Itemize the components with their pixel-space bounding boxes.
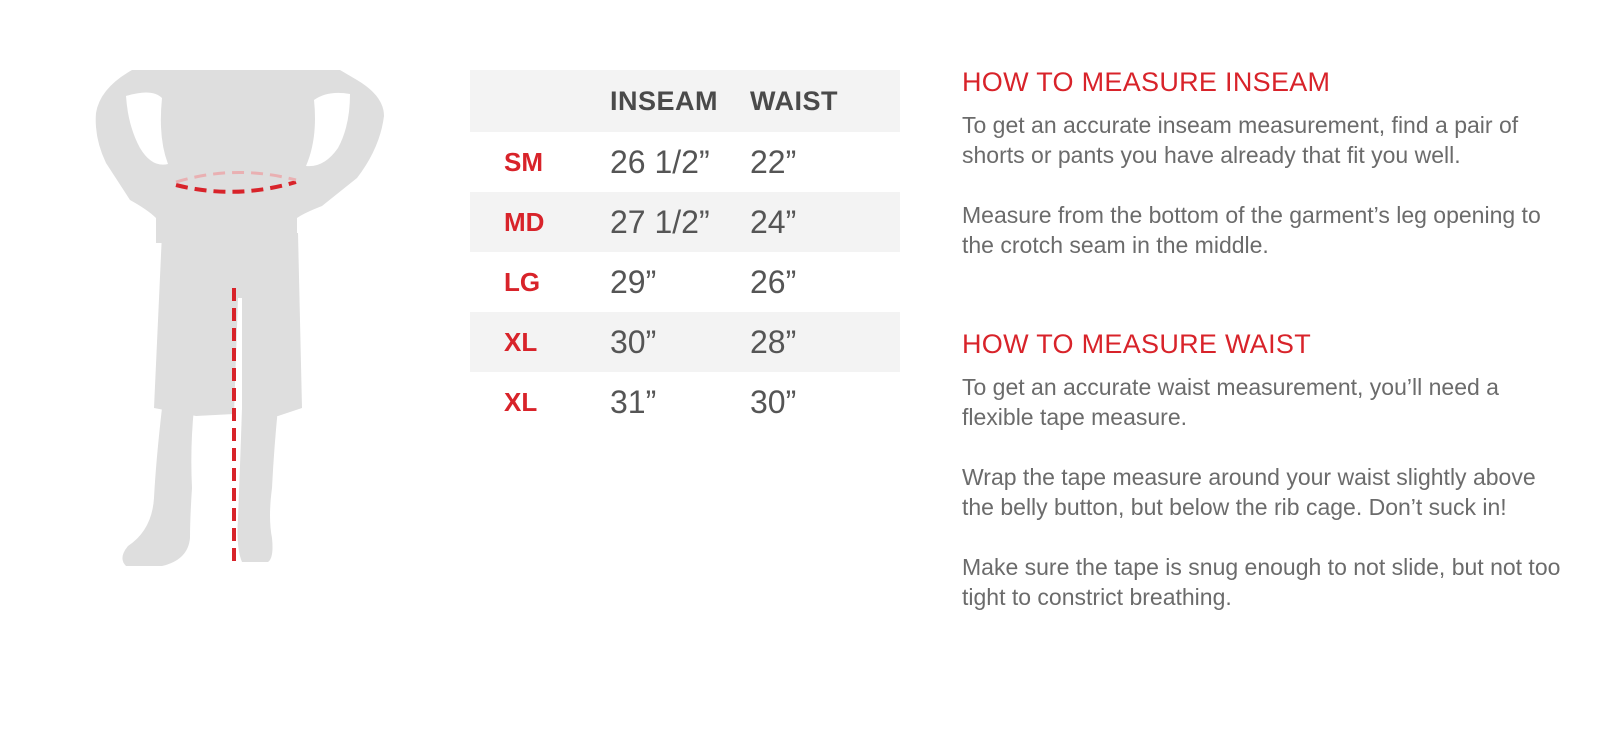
inseam-value: 30” [610, 323, 657, 360]
person-silhouette-icon [92, 68, 392, 578]
waist-paragraph: Wrap the tape measure around your waist slightly above the belly button, but below the rib cage. Don’t suck in! [962, 464, 1536, 520]
table-row [470, 132, 900, 192]
inseam-section-title: HOW TO MEASURE INSEAM [962, 67, 1331, 97]
table-row [470, 312, 900, 372]
waist-value: 30” [750, 383, 797, 420]
header-waist: WAIST [750, 85, 838, 116]
waist-value: 24” [750, 203, 797, 240]
table-row [470, 252, 900, 312]
header-size [470, 70, 610, 132]
inseam-value: 26 1/2” [610, 143, 710, 180]
waist-value: 22” [750, 143, 797, 180]
size-label: LG [504, 266, 541, 297]
measuring-instructions [962, 62, 1562, 612]
size-label: SM [504, 146, 543, 177]
table-header-row [470, 70, 900, 132]
header-inseam: INSEAM [610, 85, 719, 116]
table-row [470, 192, 900, 252]
inseam-value: 27 1/2” [610, 203, 710, 240]
waist-paragraph: Make sure the tape is snug enough to not slide, but not too tight to constrict breathing. [962, 554, 1561, 610]
size-chart-table [470, 70, 900, 432]
size-label: XL [504, 326, 538, 357]
waist-value: 26” [750, 263, 797, 300]
table-row [470, 372, 900, 432]
waist-section-title: HOW TO MEASURE WAIST [962, 329, 1312, 359]
silhouette-body [96, 70, 384, 566]
size-label: MD [504, 206, 545, 237]
inseam-paragraph: Measure from the bottom of the garment’s leg opening to the crotch seam in the middle. [962, 202, 1541, 258]
measurement-figure [92, 68, 392, 578]
inseam-value: 31” [610, 383, 657, 420]
waist-value: 28” [750, 323, 797, 360]
inseam-value: 29” [610, 263, 657, 300]
waist-paragraph: To get an accurate waist measurement, you’ll need a flexible tape measure. [962, 374, 1499, 430]
inseam-paragraph: To get an accurate inseam measurement, find a pair of shorts or pants you have already that fit you well. [962, 112, 1519, 168]
size-label: XL [504, 386, 538, 417]
